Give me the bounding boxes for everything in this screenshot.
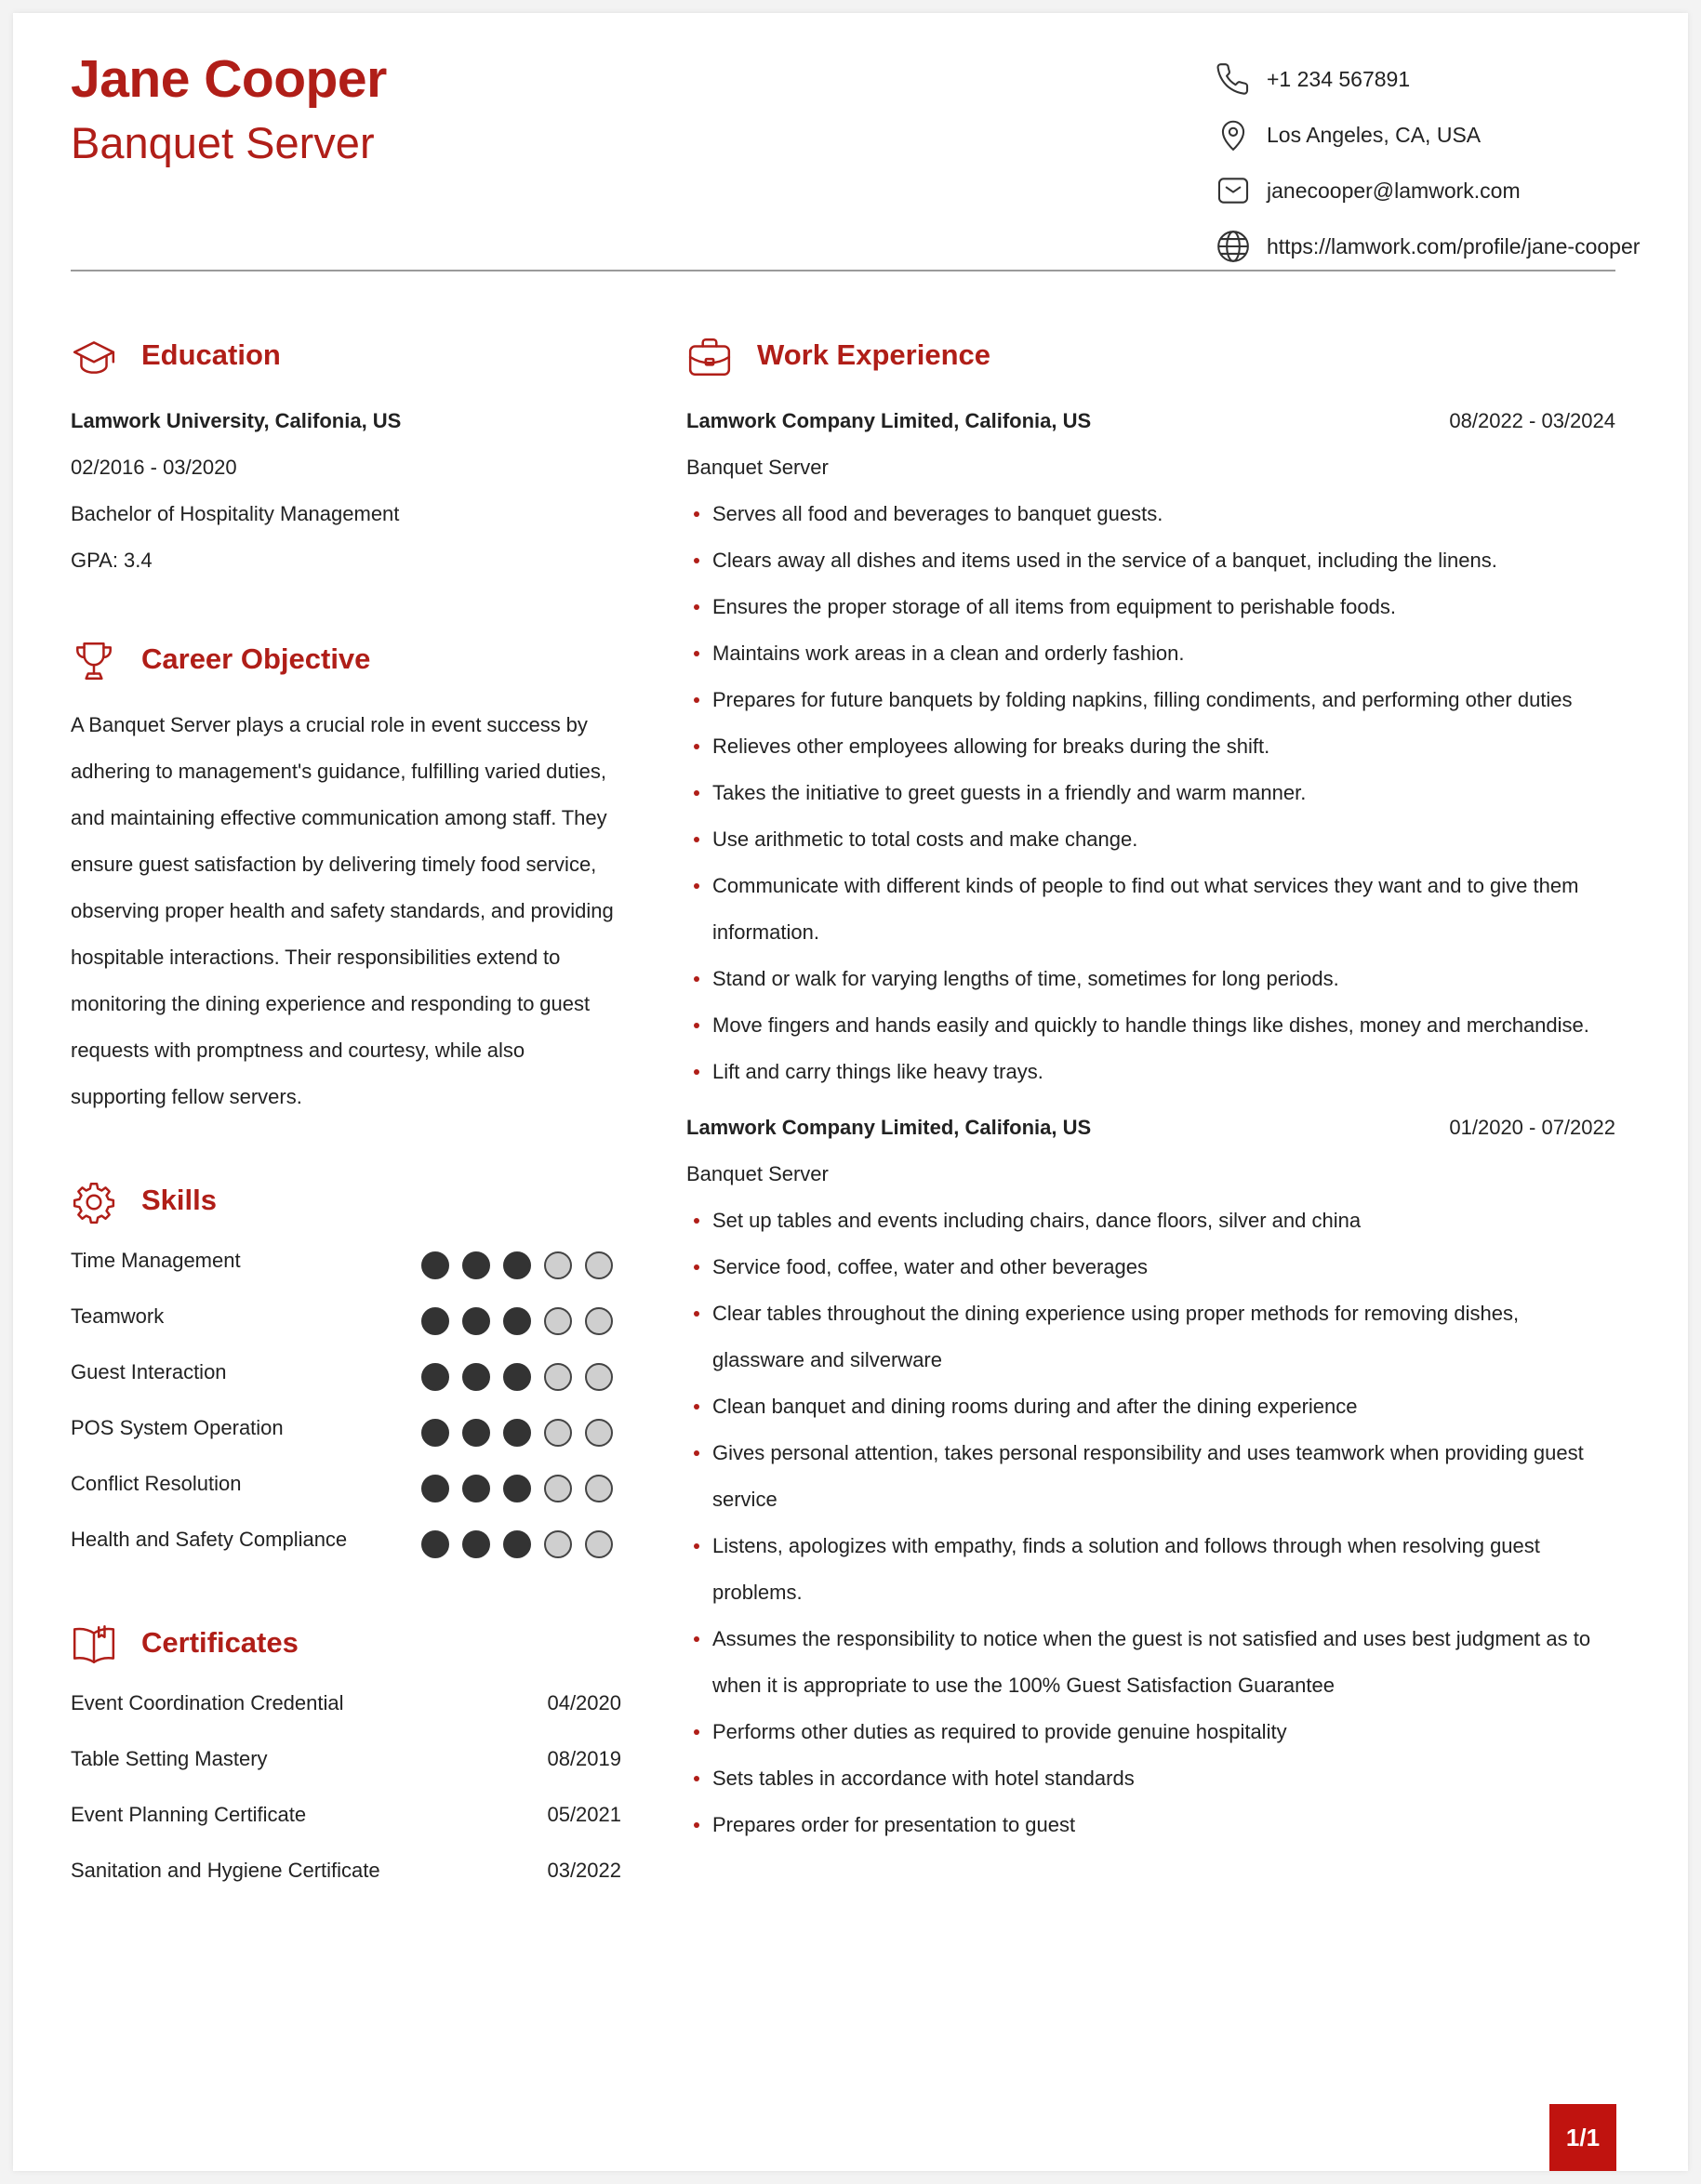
contact-location-text: Los Angeles, CA, USA [1267, 123, 1482, 147]
duty-item: Clears away all dishes and items used in the service of a banquet, including the linens. [686, 537, 1615, 584]
left-column [71, 331, 621, 1903]
duty-item: Performs other duties as required to provide genuine hospitality [686, 1709, 1615, 1755]
page-indicator[interactable]: 1/1 [1549, 2104, 1616, 2171]
job-company: Lamwork Company Limited, Califonia, US [686, 409, 1092, 432]
skill-name: Conflict Resolution [71, 1472, 242, 1495]
skill-dot-filled [462, 1419, 490, 1447]
education-degree: Bachelor of Hospitality Management [71, 502, 400, 525]
career-objective-heading-text: Career Objective [141, 642, 371, 675]
book-icon [71, 1621, 117, 1668]
work-experience-heading [686, 331, 1615, 383]
skill-dot-filled [421, 1251, 449, 1279]
duty-item: Prepares for future banquets by folding napkins, filling condiments, and performing other duties [686, 677, 1615, 723]
skill-dot-empty [544, 1363, 572, 1391]
career-objective-heading [71, 635, 621, 687]
skill-dot-filled [503, 1419, 531, 1447]
duty-item: Assumes the responsibility to notice when the guest is not satisfied and uses best judgment as to when it is appropriate to use the 100% Guest Satisfaction Guarantee [686, 1616, 1615, 1709]
certificate-row [71, 1680, 621, 1736]
skill-name: Guest Interaction [71, 1360, 227, 1383]
job-duties [686, 1198, 1615, 1848]
skill-dot-empty [585, 1475, 613, 1502]
skill-row [71, 1516, 621, 1572]
career-objective-text: A Banquet Server plays a crucial role in event success by adhering to management's guidance, fulfilling varied duties, and maintaining effective communication among staff. They ensure guest satisfaction by delivering timely food service, observing proper health and safety standards, and providing hospitable interactions. Their responsibilities extend to monitoring the dining experience and responding to guest requests with promptness and courtesy, while also supporting fellow servers. [71, 713, 614, 1108]
skill-row [71, 1293, 621, 1349]
duty-item: Prepares order for presentation to guest [686, 1802, 1615, 1848]
resume-page [13, 13, 1688, 2171]
job-company: Lamwork Company Limited, Califonia, US [686, 1116, 1092, 1139]
email-icon [1216, 173, 1251, 208]
skill-dot-filled [503, 1363, 531, 1391]
duty-item: Clean banquet and dining rooms during and after the dining experience [686, 1383, 1615, 1430]
contact-website-text[interactable]: https://lamwork.com/profile/jane-cooper [1267, 234, 1641, 258]
skill-row [71, 1405, 621, 1461]
trophy-icon [71, 638, 117, 684]
skill-dot-empty [585, 1307, 613, 1335]
graduation-cap-icon [71, 334, 117, 380]
duty-item: Move fingers and hands easily and quickly to handle things like dishes, money and merchandise. [686, 1002, 1615, 1049]
certificate-row [71, 1736, 621, 1792]
education-school: Lamwork University, Califonia, US [71, 409, 402, 432]
skill-dot-filled [503, 1251, 531, 1279]
duty-item: Takes the initiative to greet guests in a friendly and warm manner. [686, 770, 1615, 816]
right-column [686, 331, 1615, 1848]
contact-phone-text: +1 234 567891 [1267, 67, 1411, 91]
skill-dot-empty [585, 1530, 613, 1558]
skill-dot-empty [585, 1363, 613, 1391]
education-heading [71, 331, 621, 383]
job-role: Banquet Server [686, 1162, 829, 1185]
duty-item: Sets tables in accordance with hotel standards [686, 1755, 1615, 1802]
skill-name: Time Management [71, 1249, 241, 1272]
briefcase-icon [686, 334, 733, 380]
skill-dot-filled [462, 1363, 490, 1391]
duty-item: Ensures the proper storage of all items from equipment to perishable foods. [686, 584, 1615, 630]
duty-item: Serves all food and beverages to banquet guests. [686, 491, 1615, 537]
education-gpa: GPA: 3.4 [71, 549, 153, 572]
duty-item: Use arithmetic to total costs and make change. [686, 816, 1615, 863]
skill-dot-filled [462, 1307, 490, 1335]
job-dates: 01/2020 - 07/2022 [1449, 1116, 1615, 1139]
skill-dot-filled [421, 1419, 449, 1447]
certificate-row [71, 1847, 621, 1903]
duty-item: Communicate with different kinds of people to find out what services they want and to give them information. [686, 863, 1615, 956]
skill-dot-empty [585, 1251, 613, 1279]
contact-email-text[interactable]: janecooper@lamwork.com [1267, 179, 1521, 203]
skill-row [71, 1461, 621, 1516]
skill-dot-filled [421, 1475, 449, 1502]
duty-item: Listens, apologizes with empathy, finds a solution and follows through when resolving guest problems. [686, 1523, 1615, 1616]
skill-name: Teamwork [71, 1304, 165, 1328]
skill-name: Health and Safety Compliance [71, 1528, 348, 1551]
skill-dot-filled [503, 1530, 531, 1558]
skill-dot-filled [462, 1530, 490, 1558]
job-duties [686, 491, 1615, 1095]
certificate-date: 05/2021 [547, 1803, 621, 1826]
certificate-name: Table Setting Mastery [71, 1747, 268, 1770]
certificate-name: Event Planning Certificate [71, 1803, 307, 1826]
skills-list [71, 1238, 621, 1572]
certificate-date: 03/2022 [547, 1859, 621, 1882]
skill-dot-filled [503, 1307, 531, 1335]
duty-item: Lift and carry things like heavy trays. [686, 1049, 1615, 1095]
skill-dot-empty [544, 1251, 572, 1279]
skills-heading-text: Skills [141, 1184, 217, 1216]
skill-dot-filled [421, 1307, 449, 1335]
skill-dot-filled [462, 1251, 490, 1279]
skill-dot-filled [462, 1475, 490, 1502]
skills-heading [71, 1176, 621, 1228]
certificate-name: Event Coordination Credential [71, 1691, 344, 1714]
skill-row [71, 1238, 621, 1293]
skill-dot-empty [544, 1307, 572, 1335]
job-entry [686, 1105, 1615, 1848]
duty-item: Gives personal attention, takes personal responsibility and uses teamwork when providing guest service [686, 1430, 1615, 1523]
certificate-date: 04/2020 [547, 1691, 621, 1714]
job-entry [686, 398, 1615, 1095]
job-header [686, 1105, 1615, 1151]
skill-dot-empty [544, 1475, 572, 1502]
education-dates: 02/2016 - 03/2020 [71, 456, 237, 479]
certificates-list [71, 1680, 621, 1903]
globe-icon [1216, 229, 1251, 264]
phone-icon [1216, 61, 1251, 97]
duty-item: Service food, coffee, water and other beverages [686, 1244, 1615, 1291]
duty-item: Clear tables throughout the dining experience using proper methods for removing dishes, glassware and silverware [686, 1291, 1615, 1383]
job-dates: 08/2022 - 03/2024 [1449, 409, 1615, 432]
education-heading-text: Education [141, 338, 281, 371]
duty-item: Maintains work areas in a clean and orderly fashion. [686, 630, 1615, 677]
skill-dot-empty [585, 1419, 613, 1447]
skill-dot-empty [544, 1530, 572, 1558]
job-header [686, 398, 1615, 444]
certificate-row [71, 1792, 621, 1847]
certificate-name: Sanitation and Hygiene Certificate [71, 1859, 380, 1882]
gear-icon [71, 1179, 117, 1225]
header-divider [71, 270, 1615, 271]
skill-name: POS System Operation [71, 1416, 284, 1439]
location-icon [1216, 117, 1251, 152]
job-role: Banquet Server [686, 456, 829, 479]
skill-dot-filled [503, 1475, 531, 1502]
certificates-heading-text: Certificates [141, 1626, 299, 1659]
skill-dot-empty [544, 1419, 572, 1447]
candidate-name: Jane Cooper [71, 49, 387, 109]
duty-item: Stand or walk for varying lengths of time, sometimes for long periods. [686, 956, 1615, 1002]
skill-dot-filled [421, 1530, 449, 1558]
certificate-date: 08/2019 [547, 1747, 621, 1770]
duty-item: Relieves other employees allowing for breaks during the shift. [686, 723, 1615, 770]
skill-dot-filled [421, 1363, 449, 1391]
education-entry [71, 398, 621, 584]
skill-row [71, 1349, 621, 1405]
certificates-heading [71, 1619, 621, 1671]
work-experience-heading-text: Work Experience [757, 338, 990, 371]
candidate-title: Banquet Server [71, 118, 375, 167]
duty-item: Set up tables and events including chairs, dance floors, silver and china [686, 1198, 1615, 1244]
